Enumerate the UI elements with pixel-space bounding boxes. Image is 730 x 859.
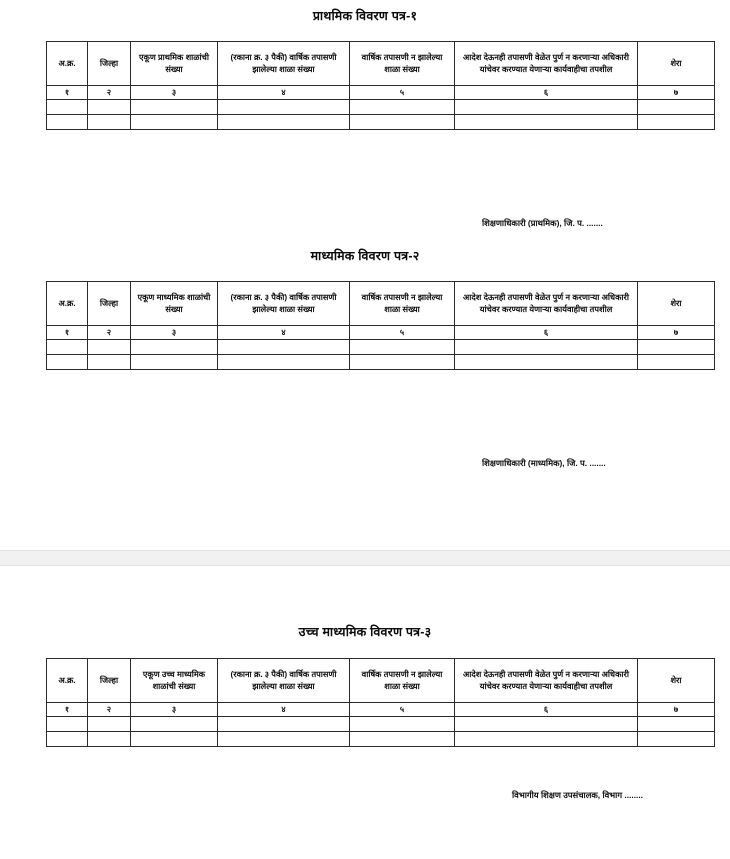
- header-sr-no: अ.क्र.: [47, 282, 88, 326]
- table-header-row: [47, 42, 715, 86]
- column-number-5: ५: [350, 86, 455, 100]
- form-1-table-wrap: [0, 41, 730, 130]
- table-row[interactable]: [47, 115, 715, 130]
- document-page-2: [0, 566, 730, 859]
- cell-inspected-schools[interactable]: [218, 732, 350, 747]
- table-row[interactable]: [47, 732, 715, 747]
- column-number-7: ७: [638, 86, 715, 100]
- cell-sr-no[interactable]: [47, 355, 88, 370]
- header-action-details: आदेश देऊनही तपासणी वेळेत पुर्ण न करणाऱ्या अधिकारी यांचेवर करण्यात येणाऱ्या कार्यवाहीचा तपशील: [455, 42, 638, 86]
- header-remarks: शेरा: [638, 42, 715, 86]
- cell-district[interactable]: [88, 100, 131, 115]
- cell-district[interactable]: [88, 340, 131, 355]
- column-number-6: ६: [455, 86, 638, 100]
- column-number-3: ३: [131, 703, 218, 717]
- header-inspected-schools: (रकाना क्र. ३ पैकी) वार्षिक तपासणी झालेल्या शाळा संख्या: [218, 659, 350, 703]
- cell-action-details[interactable]: [455, 732, 638, 747]
- table-header-row: [47, 659, 715, 703]
- cell-total-schools[interactable]: [131, 115, 218, 130]
- header-action-details: आदेश देऊनही तपासणी वेळेत पुर्ण न करणाऱ्या अधिकारी यांचेवर करण्यात येणाऱ्या कार्यवाहीचा तपशील: [455, 282, 638, 326]
- form-2-signature-row: [0, 453, 730, 471]
- column-number-2: २: [88, 703, 131, 717]
- form-3-table-wrap: [0, 658, 730, 747]
- cell-action-details[interactable]: [455, 717, 638, 732]
- header-not-inspected-schools: वार्षिक तपासणी न झालेल्या शाळा संख्या: [350, 659, 455, 703]
- column-number-6: ६: [455, 326, 638, 340]
- form-1-signature-row: [0, 213, 730, 231]
- table-row[interactable]: [47, 340, 715, 355]
- column-number-row: [47, 326, 715, 340]
- column-number-2: २: [88, 86, 131, 100]
- cell-inspected-schools[interactable]: [218, 100, 350, 115]
- header-district: जिल्हा: [88, 42, 131, 86]
- column-number-1: १: [47, 703, 88, 717]
- form-2-title: माध्यमिक विवरण पत्र-२: [310, 249, 420, 263]
- column-number-3: ३: [131, 86, 218, 100]
- header-sr-no: अ.क्र.: [47, 42, 88, 86]
- page-break-separator: [0, 550, 730, 566]
- cell-inspected-schools[interactable]: [218, 717, 350, 732]
- header-not-inspected-schools: वार्षिक तपासणी न झालेल्या शाळा संख्या: [350, 282, 455, 326]
- table-row[interactable]: [47, 717, 715, 732]
- cell-district[interactable]: [88, 717, 131, 732]
- form-1-signature: शिक्षणाधिकारी (प्राथमिक), जि. प. .......: [482, 218, 603, 228]
- cell-district[interactable]: [88, 732, 131, 747]
- column-number-3: ३: [131, 326, 218, 340]
- column-number-7: ७: [638, 703, 715, 717]
- header-remarks: शेरा: [638, 659, 715, 703]
- cell-total-schools[interactable]: [131, 100, 218, 115]
- cell-sr-no[interactable]: [47, 717, 88, 732]
- form-section-3: [0, 566, 730, 803]
- header-remarks: शेरा: [638, 282, 715, 326]
- cell-remarks[interactable]: [638, 355, 715, 370]
- header-not-inspected-schools: वार्षिक तपासणी न झालेल्या शाळा संख्या: [350, 42, 455, 86]
- form-1-table: [46, 41, 715, 130]
- column-number-7: ७: [638, 326, 715, 340]
- header-total-schools: एकूण माध्यमिक शाळांची संख्या: [131, 282, 218, 326]
- cell-sr-no[interactable]: [47, 115, 88, 130]
- cell-district[interactable]: [88, 115, 131, 130]
- header-district: जिल्हा: [88, 282, 131, 326]
- table-header-row: [47, 282, 715, 326]
- cell-remarks[interactable]: [638, 115, 715, 130]
- cell-sr-no[interactable]: [47, 732, 88, 747]
- header-total-schools: एकूण प्राथमिक शाळांची संख्या: [131, 42, 218, 86]
- column-number-6: ६: [455, 703, 638, 717]
- form-section-1: [0, 0, 730, 231]
- column-number-row: [47, 86, 715, 100]
- form-2-signature: शिक्षणाधिकारी (माध्यमिक), जि. प. .......: [482, 458, 606, 468]
- form-3-title: उच्च माध्यमिक विवरण पत्र-३: [298, 625, 432, 639]
- cell-remarks[interactable]: [638, 732, 715, 747]
- header-sr-no: अ.क्र.: [47, 659, 88, 703]
- column-number-4: ४: [218, 86, 350, 100]
- cell-not-inspected-schools[interactable]: [350, 340, 455, 355]
- cell-total-schools[interactable]: [131, 355, 218, 370]
- cell-sr-no[interactable]: [47, 340, 88, 355]
- form-2-table: [46, 281, 715, 370]
- column-number-5: ५: [350, 326, 455, 340]
- header-inspected-schools: (रकाना क्र. ३ पैकी) वार्षिक तपासणी झालेल्या शाळा संख्या: [218, 42, 350, 86]
- form-3-signature-row: [0, 785, 730, 803]
- form-3-signature: विभागीय शिक्षण उपसंचालक, विभाग ........: [512, 790, 643, 800]
- cell-inspected-schools[interactable]: [218, 355, 350, 370]
- column-number-1: १: [47, 326, 88, 340]
- column-number-row: [47, 703, 715, 717]
- form-2-table-wrap: [0, 281, 730, 370]
- cell-inspected-schools[interactable]: [218, 340, 350, 355]
- header-total-schools: एकूण उच्च माध्यमिक शाळांची संख्या: [131, 659, 218, 703]
- cell-district[interactable]: [88, 355, 131, 370]
- cell-not-inspected-schools[interactable]: [350, 100, 455, 115]
- cell-action-details[interactable]: [455, 100, 638, 115]
- cell-sr-no[interactable]: [47, 100, 88, 115]
- column-number-5: ५: [350, 703, 455, 717]
- header-district: जिल्हा: [88, 659, 131, 703]
- cell-action-details[interactable]: [455, 115, 638, 130]
- cell-remarks[interactable]: [638, 717, 715, 732]
- cell-total-schools[interactable]: [131, 732, 218, 747]
- cell-remarks[interactable]: [638, 100, 715, 115]
- column-number-4: ४: [218, 326, 350, 340]
- form-section-2: [0, 247, 730, 471]
- cell-not-inspected-schools[interactable]: [350, 717, 455, 732]
- form-3-table: [46, 658, 715, 747]
- column-number-1: १: [47, 86, 88, 100]
- cell-action-details[interactable]: [455, 340, 638, 355]
- table-row[interactable]: [47, 100, 715, 115]
- cell-action-details[interactable]: [455, 355, 638, 370]
- table-row[interactable]: [47, 355, 715, 370]
- cell-not-inspected-schools[interactable]: [350, 355, 455, 370]
- form-1-title: प्राथमिक विवरण पत्र-१: [312, 9, 418, 23]
- cell-total-schools[interactable]: [131, 717, 218, 732]
- header-inspected-schools: (रकाना क्र. ३ पैकी) वार्षिक तपासणी झालेल्या शाळा संख्या: [218, 282, 350, 326]
- column-number-4: ४: [218, 703, 350, 717]
- cell-not-inspected-schools[interactable]: [350, 732, 455, 747]
- header-action-details: आदेश देऊनही तपासणी वेळेत पुर्ण न करणाऱ्या अधिकारी यांचेवर करण्यात येणाऱ्या कार्यवाहीचा तपशील: [455, 659, 638, 703]
- column-number-2: २: [88, 326, 131, 340]
- cell-remarks[interactable]: [638, 340, 715, 355]
- cell-not-inspected-schools[interactable]: [350, 115, 455, 130]
- cell-inspected-schools[interactable]: [218, 115, 350, 130]
- cell-total-schools[interactable]: [131, 340, 218, 355]
